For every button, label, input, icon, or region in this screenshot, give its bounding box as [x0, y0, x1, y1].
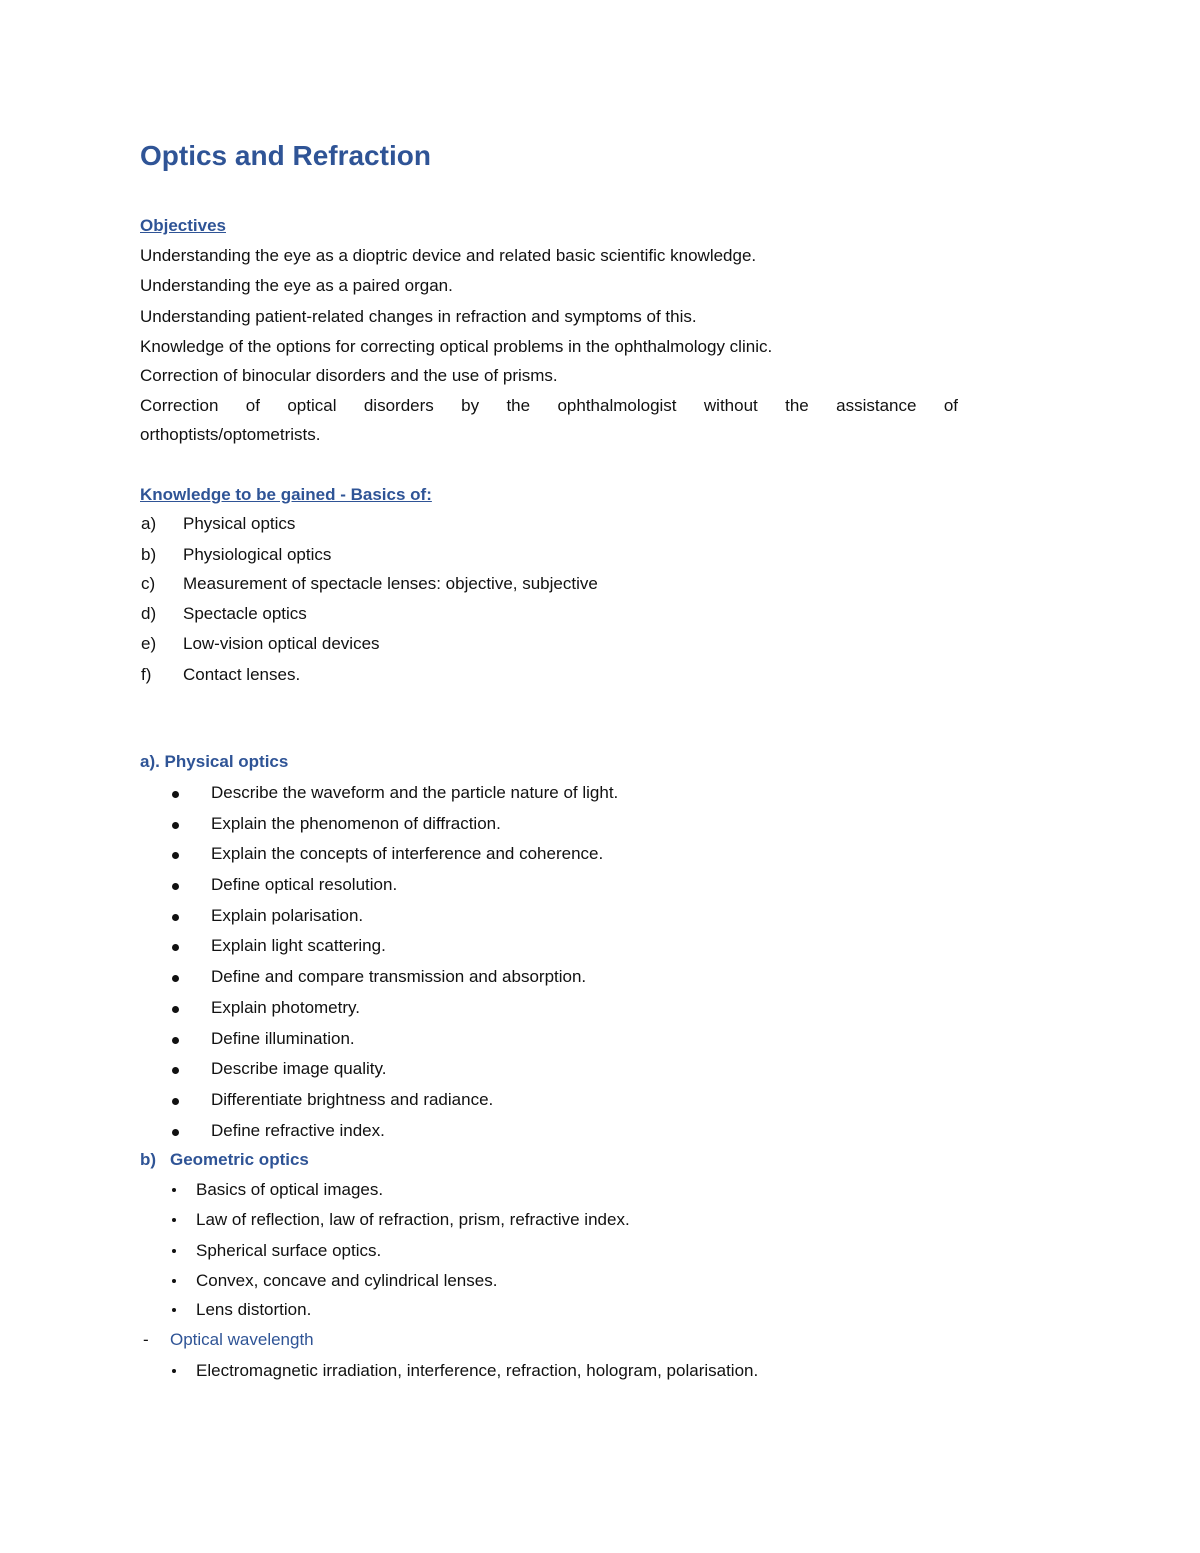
- bullet-icon: [172, 1279, 176, 1283]
- bullet-item: Basics of optical images.: [196, 1180, 384, 1199]
- list-item-text: Physical optics: [183, 514, 296, 533]
- bullet-icon: [172, 975, 179, 982]
- bullet-icon: [172, 1369, 176, 1373]
- list-item-label: c): [141, 574, 156, 593]
- bullet-item: Lens distortion.: [196, 1300, 312, 1319]
- dash-marker: -: [143, 1330, 149, 1349]
- bullet-icon: [172, 1006, 179, 1013]
- bullet-item: Law of reflection, law of refraction, prism, refractive index.: [196, 1210, 630, 1229]
- list-item-text: Physiological optics: [183, 545, 332, 564]
- bullet-item: Explain light scattering.: [211, 936, 386, 955]
- bullet-item: Describe the waveform and the particle nature of light.: [211, 783, 619, 802]
- bullet-icon: [172, 1129, 179, 1136]
- list-item-text: Low-vision optical devices: [183, 634, 380, 653]
- bullet-item: Spherical surface optics.: [196, 1241, 382, 1260]
- bullet-icon: [172, 944, 179, 951]
- bullet-icon: [172, 883, 179, 890]
- objective-line: Knowledge of the options for correcting optical problems in the ophthalmology clinic.: [140, 337, 773, 356]
- bullet-item: Electromagnetic irradiation, interference, refraction, hologram, polarisation.: [196, 1361, 759, 1380]
- list-item-label: e): [141, 634, 157, 653]
- list-item-text: Measurement of spectacle lenses: objective, subjective: [183, 574, 598, 593]
- bullet-icon: [172, 1308, 176, 1312]
- physical-optics-heading: a). Physical optics: [140, 752, 289, 771]
- objective-line: Understanding the eye as a paired organ.: [140, 276, 453, 295]
- list-item-label: a): [141, 514, 157, 533]
- list-item-label: f): [141, 665, 152, 684]
- bullet-icon: [172, 914, 179, 921]
- objective-line: Correction of optical disorders by the ophthalmologist without the assistance of: [140, 396, 958, 415]
- objective-line: Understanding patient-related changes in refraction and symptoms of this.: [140, 307, 697, 326]
- list-item-label: b): [141, 545, 157, 564]
- bullet-icon: [172, 852, 179, 859]
- optical-wavelength-heading: Optical wavelength: [170, 1330, 314, 1349]
- bullet-icon: [172, 1249, 176, 1253]
- bullet-item: Define and compare transmission and absorption.: [211, 967, 587, 986]
- bullet-item: Describe image quality.: [211, 1059, 387, 1078]
- bullet-item: Explain the phenomenon of diffraction.: [211, 814, 501, 833]
- bullet-item: Explain photometry.: [211, 998, 360, 1017]
- list-item-text: Contact lenses.: [183, 665, 301, 684]
- bullet-item: Define illumination.: [211, 1029, 355, 1048]
- objective-line: orthoptists/optometrists.: [140, 425, 321, 444]
- bullet-item: Define optical resolution.: [211, 875, 398, 894]
- objective-line: Understanding the eye as a dioptric device and related basic scientific knowledge.: [140, 246, 757, 265]
- knowledge-heading: Knowledge to be gained - Basics of:: [140, 485, 432, 504]
- page-title: Optics and Refraction: [140, 140, 431, 171]
- bullet-icon: [172, 791, 179, 798]
- list-item-label: d): [141, 604, 157, 623]
- bullet-item: Define refractive index.: [211, 1121, 385, 1140]
- bullet-item: Convex, concave and cylindrical lenses.: [196, 1271, 498, 1290]
- geometric-optics-heading: Geometric optics: [170, 1150, 309, 1169]
- bullet-icon: [172, 1098, 179, 1105]
- list-item-text: Spectacle optics: [183, 604, 307, 623]
- bullet-icon: [172, 1188, 176, 1192]
- bullet-item: Differentiate brightness and radiance.: [211, 1090, 494, 1109]
- bullet-icon: [172, 1067, 179, 1074]
- objective-line: Correction of binocular disorders and the use of prisms.: [140, 366, 558, 385]
- bullet-icon: [172, 822, 179, 829]
- bullet-icon: [172, 1218, 176, 1222]
- geometric-optics-label: b): [140, 1150, 157, 1169]
- bullet-icon: [172, 1037, 179, 1044]
- bullet-item: Explain polarisation.: [211, 906, 364, 925]
- objectives-heading: Objectives: [140, 216, 226, 235]
- bullet-item: Explain the concepts of interference and coherence.: [211, 844, 604, 863]
